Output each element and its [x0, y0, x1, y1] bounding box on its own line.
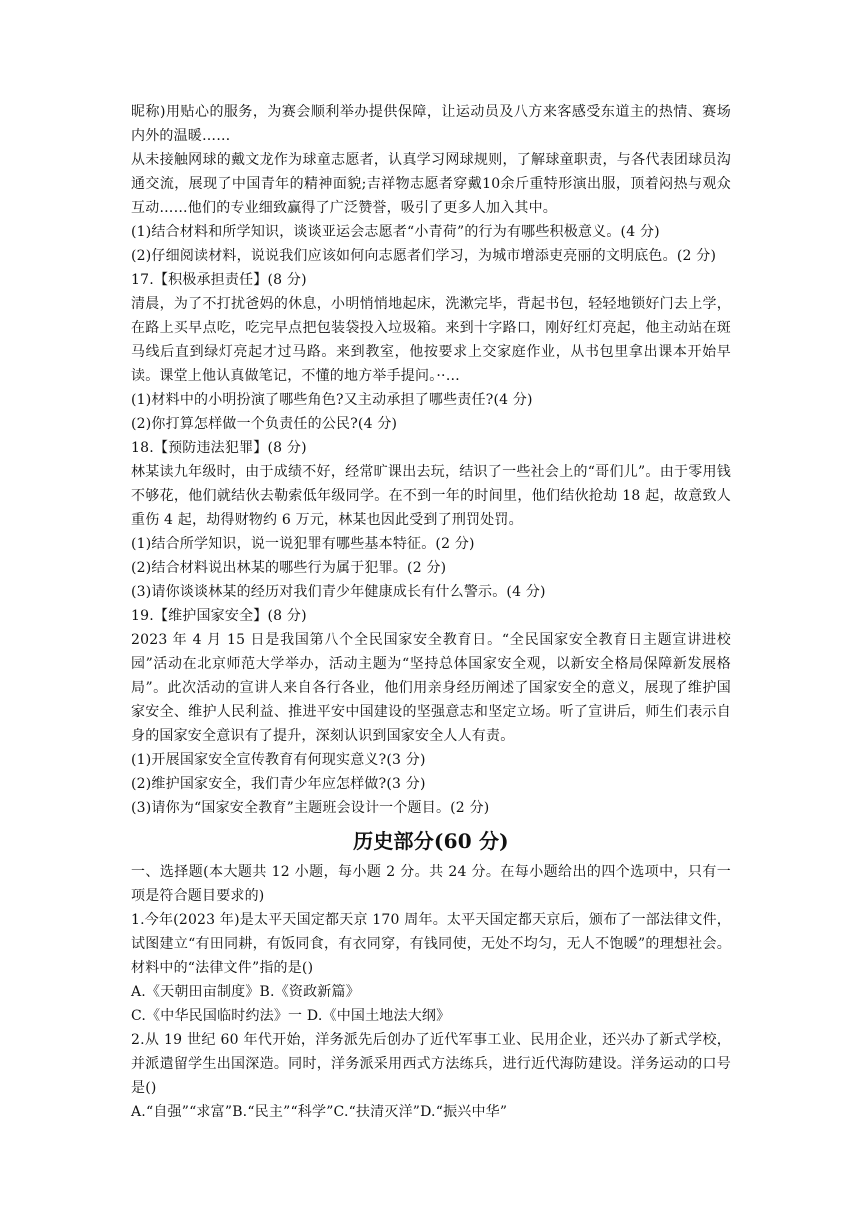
question-17-2: (2)你打算怎样做一个负责任的公民?(4 分): [131, 416, 398, 432]
history-section-title: 历史部分(60 分): [353, 829, 509, 853]
history-question-2-options: A.“自强”“求富”B.“民主”“科学”C.“扶清灭洋”D.“振兴中华”: [131, 1104, 508, 1120]
question-18-title: 18.【预防违法犯罪】(8 分): [131, 440, 307, 456]
question-18-material: 林某读九年级时，由于成绩不好，经常旷课出去玩，结识了一些社会上的“哥们儿”。由于零用钱不够花，他们就结伙去勒索低年级同学。在不到一年的时间里，他们结伙抢劫 18 起，故意致人重伤 4 起，劫得财物约 6 万元，林某也因此受到了刑罚处罚。: [131, 464, 731, 528]
question-19-3: (3)请你为“国家安全教育”主题班会设计一个题目。(2 分): [131, 800, 490, 816]
history-question-2-stem: 2.从 19 世纪 60 年代开始，洋务派先后创办了近代军事工业、民用企业，还兴办了新式学校，并派遣留学生出国深造。同时，洋务派采用西式方法练兵，进行近代海防建设。洋务运动的口号是(): [131, 1032, 731, 1096]
material-paragraph: 从未接触网球的戴文龙作为球童志愿者，认真学习网球规则，了解球童职责，与各代表团球员沟通交流，展现了中国青年的精神面貌;吉祥物志愿者穿戴10余斤重特形演出服，顶着闷热与观众互动……他们的专业细致赢得了广泛赞誉，吸引了更多人加入其中。: [131, 152, 731, 216]
question-17-title: 17.【积极承担责任】(8 分): [131, 272, 307, 288]
question-16-2: (2)仔细阅读材料，说说我们应该如何向志愿者们学习，为城市增添吏亮丽的文明底色。(2 分): [131, 248, 717, 264]
multiple-choice-intro: 一、选择题(本大题共 12 小题，每小题 2 分。共 24 分。在每小题给出的四个选项中，只有一项是符合题目要求的): [131, 864, 731, 904]
question-17-material: 清晨，为了不打扰爸妈的休息，小明悄悄地起床，洗漱完毕，背起书包，轻轻地锁好门去上学，在路上买早点吃，吃完早点把包装袋投入垃圾箱。来到十字路口，刚好红灯亮起，他主动站在斑马线后直到绿灯亮起才过马路。来到教室，他按要求上交家庭作业，从书包里拿出课本开始早读。课堂上他认真做笔记，不懂的地方举手提问。··…: [131, 296, 731, 384]
question-18-2: (2)结合材料说出林某的哪些行为属于犯罪。(2 分): [131, 560, 447, 576]
question-19-1: (1)开展国家安全宣传教育有何现实意义?(3 分): [131, 752, 426, 768]
question-19-title: 19.【维护国家安全】(8 分): [131, 608, 307, 624]
question-17-1: (1)材料中的小明扮演了哪些角色?又主动承担了哪些责任?(4 分): [131, 392, 533, 408]
question-16-1: (1)结合材料和所学知识，谈谈亚运会志愿者“小青荷”的行为有哪些积极意义。(4 分): [131, 224, 660, 240]
history-question-1-options-cd: C.《中华民国临时约法》一 D.《中国土地法大纲》: [131, 1008, 451, 1024]
exam-page: [131, 100, 731, 1124]
question-19-2: (2)维护国家安全，我们青少年应怎样做?(3 分): [131, 776, 426, 792]
question-18-3: (3)请你谈谈林某的经历对我们青少年健康成长有什么警示。(4 分): [131, 584, 546, 600]
question-19-material: 2023 年 4 月 15 日是我国第八个全民国家安全教育日。“全民国家安全教育日主题宣讲进校园”活动在北京师范大学举办，活动主题为“坚持总体国家安全观，以新安全格局保障新发展格局”。此次活动的宣讲人来自各行各业，他们用亲身经历阐述了国家安全的意义，展现了维护国家安全、维护人民利益、推进平安中国建设的坚强意志和坚定立场。听了宣讲后，师生们表示自身的国家安全意识有了提升，深刻认识到国家安全人人有责。: [131, 632, 731, 744]
history-question-1-options-ab: A.《天朝田亩制度》B.《资政新篇》: [131, 984, 360, 1000]
history-question-1-stem: 1.今年(2023 年)是太平天国定都天京 170 周年。太平天国定都天京后，颁布了一部法律文件，试图建立“有田同耕，有饭同食，有衣同穿，有钱同使，无处不均匀，无人不饱暖”的理想社会。材料中的“法律文件”指的是(): [131, 912, 731, 976]
material-paragraph: 昵称)用贴心的服务，为赛会顺利举办提供保障，让运动员及八方来客感受东道主的热情、赛场内外的温暖……: [131, 104, 731, 144]
question-18-1: (1)结合所学知识，说一说犯罪有哪些基本特征。(2 分): [131, 536, 475, 552]
